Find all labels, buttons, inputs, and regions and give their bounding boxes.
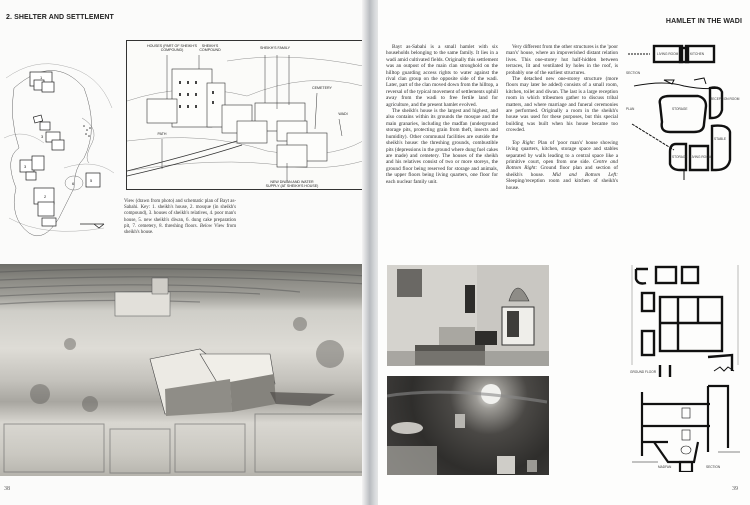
room-label: Reception room: [710, 97, 740, 101]
room-label: Living room: [657, 52, 679, 56]
plan-label-ground-floor: Ground floor: [630, 370, 657, 374]
room-label: Storage: [672, 107, 688, 111]
excavation-photo: [0, 264, 367, 476]
section-sublabel-madfan: Madfan: [658, 465, 672, 469]
poor-mans-house-plan: [624, 40, 744, 190]
caption-part: Mid and Bottom Left:: [552, 171, 618, 178]
kitchen-render: [387, 376, 549, 475]
running-head-right: HAMLET IN THE WADI: [665, 18, 742, 25]
kitchen-photo: [387, 376, 549, 475]
sheikhs-house-section: [628, 380, 744, 472]
paragraph: Bayt as-Sabahi is a small hamlet with six households belonging to the same family. It lies in a wadi amid cultivated fields. Originally this settlement was an outpost of the main clan stronghold on the hilltop guarding access rights to water against the rival clan group on the opposite side of the wadi. Later, part of the clan moved down from the hilltop, a reversal of the typical movement of settlements uphill away from the wadi to free fertile land for agriculture, and the present hamlet evolved.: [386, 44, 498, 108]
hamlet-sketch: [127, 41, 363, 189]
caption-part: Centre and Bottom Right:: [506, 158, 618, 172]
caption-below-label: Below: [199, 223, 213, 229]
caption-part: Top Right:: [512, 139, 536, 146]
reception-room-photo: [387, 265, 549, 366]
caption-part: Sleeping/reception room and kitchen of sheikh's house.: [506, 178, 618, 191]
right-figure-caption: [506, 140, 618, 191]
caption-part: Ground floor plan and section of sheikh's house.: [506, 165, 619, 178]
svg-text:3: 3: [41, 134, 44, 139]
excavation-photo-render: [0, 264, 367, 476]
caption-part: Plan of 'poor man's' house showing living quarters, kitchen, storage space and stables separated by walls leading to a central space like a primitive court, open from one side.: [506, 139, 619, 165]
room-label: Storage: [672, 155, 688, 159]
sheikhs-house-ground-floor-plan: [628, 265, 744, 377]
left-page: [0, 0, 372, 505]
site-plan-figure: [4, 48, 116, 248]
drawing-label-new-diwan: NEW DIWAN AND WATER SUPPLY (AT SHEIKH'S HOUSE): [265, 180, 319, 188]
room-label: Kitchen: [690, 52, 704, 56]
paragraph: The sheikh's house is the largest and highest, and also contains within its grounds the mosque and the main granaries, including the madfan (underground storage pits, protecting grain from theft, insects and humidity). Other communal facilities are outside the sheikh's house: the threshing grounds, combustible pits (depressions in the ground where dung fuel cakes are made) and cemetery. The houses of the sheikh and his relatives consist of two or more storeys, the ground floor being reserved for storage and animals, the upper floors being living quarters, one floor for each nuclear family unit.: [386, 108, 498, 185]
caption-text: View (drawn from photo) and schematic plan of Bayt as-Sabahi. Key: 1. sheikh's house, 2. mosque (in sheikh's compound), 3. houses of sheikh's relatives, 4. poor man's house, 5. new sheikh's diwan, 6. dung cake preparation pit, 7. cemetery, 8. threshing floors.: [124, 199, 236, 229]
reception-room-render: [387, 265, 549, 366]
running-head-left: 2. SHELTER AND SETTLEMENT: [6, 14, 114, 21]
page-number-left: 38: [4, 486, 10, 492]
room-label: Stable: [714, 137, 726, 141]
body-column-1: [386, 44, 498, 185]
page-number-right: 39: [732, 486, 738, 492]
drawing-label-cemetery: CEMETERY: [312, 86, 332, 90]
paragraph: Very different from the other structures is the 'poor man's' house, where an impoverished distant relation lives. This one-storey hut half-hidden between terraces, lit and ventilated by holes in the roof, is probably one of the earliest structures.: [506, 44, 618, 76]
plan-label-section: Section: [706, 465, 721, 469]
room-label: Living room: [690, 155, 712, 159]
drawing-label-family: SHEIKH'S FAMILY: [260, 46, 290, 50]
caption-below-text: View from sheikh's house.: [124, 223, 236, 236]
svg-text:5: 5: [90, 178, 93, 183]
left-figure-caption: [124, 199, 236, 236]
drawing-label-houses: HOUSES (PART OF SHEIKH'S COMPOUND): [147, 44, 198, 52]
svg-text:6: 6: [72, 181, 75, 186]
plan-label-plan: Plan: [626, 107, 635, 111]
svg-text:1: 1: [40, 75, 43, 80]
svg-text:3: 3: [24, 164, 27, 169]
drawing-label-wadi: WADI: [338, 112, 348, 116]
body-column-2: [506, 44, 618, 191]
hamlet-view-drawing: [126, 40, 364, 190]
drawing-label-path: PATH: [157, 132, 167, 136]
paragraph: The detached new one-storey structure (more floors may later be added) consists of a small room, kitchen, toilet and diwan. The last is a large reception room in which tribesmen gather to discuss tribal matters, and where marriage and funeral ceremonies are performed. Originally a room in the sheikh's house was used for these purposes, but this special building was built when his house became too crowded.: [506, 76, 618, 134]
svg-text:2: 2: [44, 194, 47, 199]
plan-label-section: Section: [626, 71, 641, 75]
drawing-label-compound: SHEIKH'S COMPOUND: [199, 44, 221, 52]
